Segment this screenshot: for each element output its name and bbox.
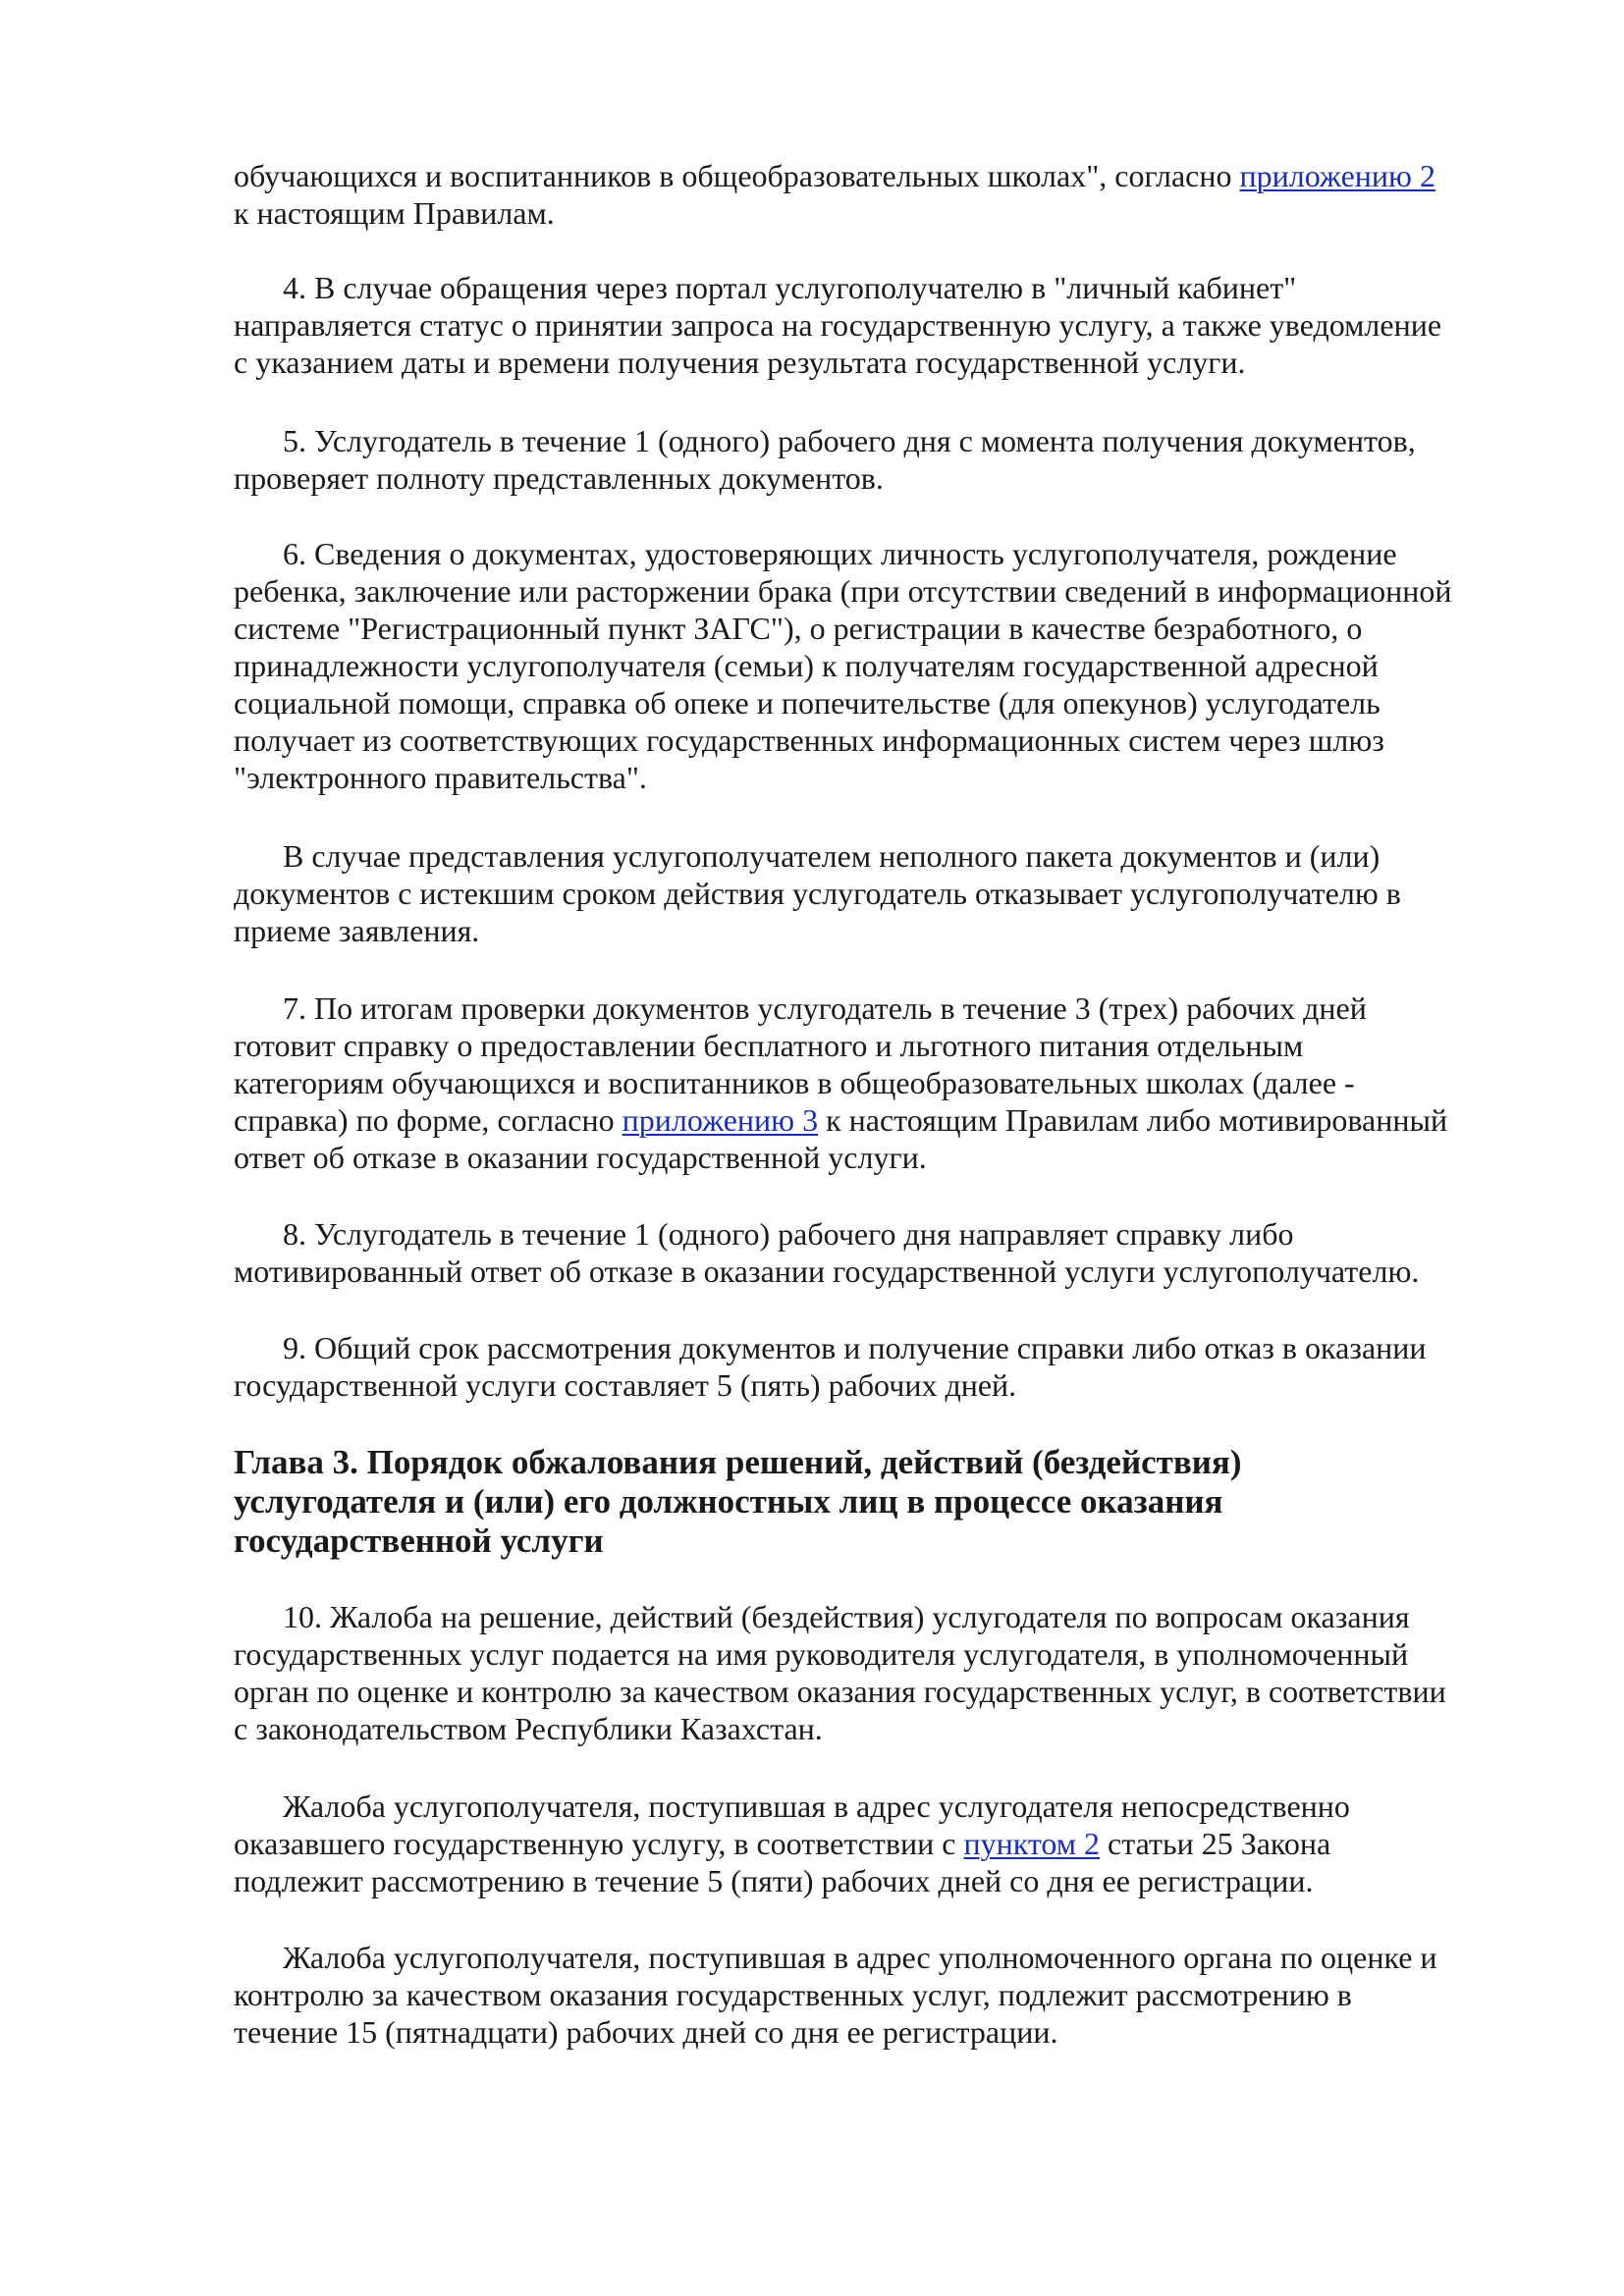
paragraph-refusal-line: В случае представления услугополучателем неполного пакета документов и (или)	[283, 838, 1380, 874]
text-span: статьи 25 Закона	[1100, 1826, 1331, 1861]
text-line: государственной услуги составляет 5 (пять) рабочих дней.	[234, 1367, 1017, 1403]
link-appendix-2[interactable]: приложению 2	[1239, 158, 1435, 193]
text-line: проверяет полноту представленных документов.	[234, 460, 884, 496]
text-line: принадлежности услугополучателя (семьи) к получателям государственной адресной	[234, 648, 1379, 683]
chapter-3-heading: услугодателя и (или) его должностных лиц в процессе оказания	[234, 1482, 1223, 1521]
text-span: обучающихся и воспитанников в общеобразовательных школах", согласно	[234, 158, 1240, 193]
text-line: "электронного правительства".	[234, 760, 647, 795]
text-line: получает из соответствующих государственных информационных систем через шлюз	[234, 722, 1384, 758]
text-span: к настоящим Правилам либо мотивированный	[818, 1102, 1448, 1138]
paragraph-8-line: 8. Услугодатель в течение 1 (одного) рабочего дня направляет справку либо	[283, 1216, 1294, 1252]
paragraph-10-line: 10. Жалоба на решение, действий (бездействия) услугодателя по вопросам оказания	[283, 1599, 1410, 1634]
text-span: оказавшего государственную услугу, в соответствии с	[234, 1826, 964, 1861]
text-line: ответ об отказе в оказании государственной услуги.	[234, 1140, 927, 1175]
chapter-3-heading: государственной услуги	[234, 1522, 604, 1560]
text-line: орган по оценке и контролю за качеством оказания государственных услуг, в соответствии	[234, 1674, 1446, 1709]
paragraph-complaint-line: Жалоба услугополучателя, поступившая в адрес уполномоченного органа по оценке и	[283, 1940, 1437, 1975]
link-appendix-3[interactable]: приложению 3	[622, 1102, 819, 1138]
text-line: категориям обучающихся и воспитанников в общеобразовательных школах (далее -	[234, 1065, 1355, 1100]
text-span: справка) по форме, согласно	[234, 1102, 623, 1138]
text-line: мотивированный ответ об отказе в оказании государственной услуги услугополучателю.	[234, 1254, 1420, 1289]
text-line: подлежит рассмотрению в течение 5 (пяти) рабочих дней со дня ее регистрации.	[234, 1863, 1314, 1898]
paragraph-9-line: 9. Общий срок рассмотрения документов и получение справки либо отказ в оказании	[283, 1330, 1427, 1365]
text-line: приеме заявления.	[234, 913, 480, 948]
text-line: с указанием даты и времени получения результата государственной услуги.	[234, 345, 1246, 380]
link-clause-2[interactable]: пунктом 2	[963, 1826, 1101, 1861]
paragraph-7-line: 7. По итогам проверки документов услугодатель в течение 3 (трех) рабочих дней	[283, 990, 1367, 1026]
text-line: документов с истекшим сроком действия услугодатель отказывает услугополучателю в	[234, 876, 1401, 911]
text-line: с законодательством Республики Казахстан.	[234, 1711, 823, 1746]
text-line: готовит справку о предоставлении бесплатного и льготного питания отдельным	[234, 1028, 1304, 1063]
paragraph-5-line: 5. Услугодатель в течение 1 (одного) рабочего дня с момента получения документов,	[283, 423, 1416, 458]
text-line	[234, 1825, 1330, 1862]
text-line: ребенка, заключение или расторжении брака (при отсутствии сведений в информационной	[234, 573, 1452, 609]
text-line: к настоящим Правилам.	[234, 195, 555, 231]
chapter-3-heading: Глава 3. Порядок обжалования решений, действий (бездействия)	[234, 1443, 1242, 1481]
text-line: системе "Регистрационный пункт ЗАГС"), о регистрации в качестве безработного, о	[234, 611, 1363, 646]
text-line: государственных услуг подается на имя руководителя услугодателя, в уполномоченный	[234, 1636, 1409, 1672]
text-line: контролю за качеством оказания государственных услуг, подлежит рассмотрению в	[234, 1977, 1352, 2012]
paragraph-4-line: 4. В случае обращения через портал услугополучателю в "личный кабинет"	[283, 270, 1297, 305]
text-line: течение 15 (пятнадцати) рабочих дней со дня ее регистрации.	[234, 2014, 1058, 2050]
text-line: социальной помощи, справка об опеке и попечительстве (для опекунов) услугодатель	[234, 685, 1380, 721]
text-line: направляется статус о принятии запроса на государственную услугу, а также уведомление	[234, 307, 1442, 343]
text-line	[234, 1101, 1447, 1139]
paragraph-complaint-line: Жалоба услугополучателя, поступившая в адрес услугодателя непосредственно	[283, 1789, 1350, 1824]
paragraph-6-line: 6. Сведения о документах, удостоверяющих личность услугополучателя, рождение	[283, 536, 1397, 571]
text-line	[234, 157, 1435, 194]
